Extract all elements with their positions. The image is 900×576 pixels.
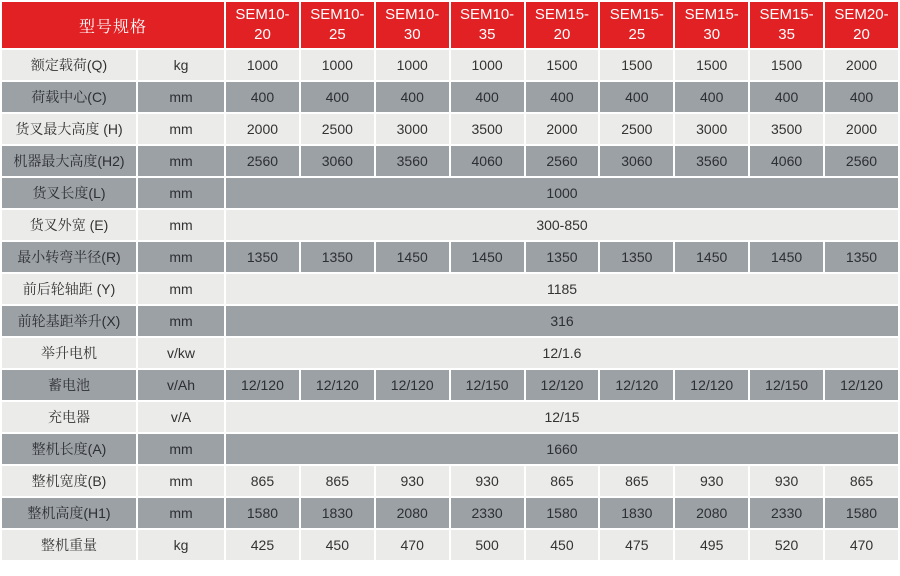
- spec-row: [2, 178, 898, 208]
- spec-value-cell: 1000: [451, 50, 524, 80]
- model-header-label: SEM15-20: [534, 5, 590, 43]
- spec-value-cell: 1450: [376, 242, 449, 272]
- spec-row-label: 前后轮轴距 (Y): [2, 274, 136, 304]
- spec-row: [2, 530, 898, 560]
- spec-row-unit: mm: [138, 434, 224, 464]
- header-row: [2, 2, 898, 48]
- spec-row-label: 整机重量: [2, 530, 136, 560]
- spec-value-cell: 2330: [750, 498, 823, 528]
- spec-value-cell: 495: [675, 530, 748, 560]
- spec-value-cell: 400: [750, 82, 823, 112]
- spec-merged-value-cell: 1000: [226, 178, 898, 208]
- model-header-label: SEM15-25: [609, 5, 664, 43]
- model-header-sem15-20: [526, 2, 599, 48]
- spec-value-cell: 12/120: [600, 370, 673, 400]
- spec-row-label: 最小转弯半径(R): [2, 242, 136, 272]
- spec-value-cell: 1830: [600, 498, 673, 528]
- spec-value-cell: 865: [526, 466, 599, 496]
- spec-value-cell: 1500: [675, 50, 748, 80]
- spec-value-cell: 3060: [301, 146, 374, 176]
- spec-value-cell: 3500: [750, 114, 823, 144]
- spec-table-body: [2, 50, 898, 560]
- spec-value-cell: 520: [750, 530, 823, 560]
- spec-value-cell: 2000: [825, 114, 898, 144]
- spec-value-cell: 4060: [451, 146, 524, 176]
- spec-value-cell: 400: [526, 82, 599, 112]
- spec-row-unit: v/A: [138, 402, 224, 432]
- spec-value-cell: 12/120: [376, 370, 449, 400]
- model-header-sem15-30: [675, 2, 748, 48]
- spec-row-unit: mm: [138, 242, 224, 272]
- model-header-label: SEM10-25: [310, 5, 365, 43]
- spec-row: [2, 274, 898, 304]
- model-header-sem10-35: [451, 2, 524, 48]
- spec-row-label: 整机长度(A): [2, 434, 136, 464]
- spec-value-cell: 2080: [376, 498, 449, 528]
- spec-value-cell: 1350: [301, 242, 374, 272]
- spec-value-cell: 2000: [526, 114, 599, 144]
- corner-header-model-spec: 型号规格: [2, 2, 224, 48]
- model-header-sem15-35: [750, 2, 823, 48]
- spec-table-header: [2, 2, 898, 48]
- spec-value-cell: 865: [301, 466, 374, 496]
- spec-value-cell: 1000: [376, 50, 449, 80]
- spec-row-unit: mm: [138, 82, 224, 112]
- spec-value-cell: 1500: [600, 50, 673, 80]
- spec-value-cell: 1450: [750, 242, 823, 272]
- model-header-sem10-20: [226, 2, 299, 48]
- spec-value-cell: 450: [526, 530, 599, 560]
- spec-row-unit: mm: [138, 210, 224, 240]
- spec-row-unit: mm: [138, 274, 224, 304]
- spec-row: [2, 338, 898, 368]
- spec-value-cell: 12/120: [226, 370, 299, 400]
- spec-row-label: 货叉外宽 (E): [2, 210, 136, 240]
- spec-value-cell: 400: [301, 82, 374, 112]
- spec-row-unit: mm: [138, 498, 224, 528]
- spec-row: [2, 146, 898, 176]
- spec-row-unit: mm: [138, 114, 224, 144]
- spec-row: [2, 82, 898, 112]
- model-header-label: SEM15-30: [684, 5, 739, 43]
- spec-value-cell: 3000: [675, 114, 748, 144]
- spec-value-cell: 2000: [825, 50, 898, 80]
- spec-merged-value-cell: 1185: [226, 274, 898, 304]
- spec-row-label: 机器最大高度(H2): [2, 146, 136, 176]
- spec-value-cell: 3560: [376, 146, 449, 176]
- spec-value-cell: 1000: [301, 50, 374, 80]
- model-header-label: SEM15-35: [759, 5, 814, 43]
- spec-value-cell: 12/150: [451, 370, 524, 400]
- spec-value-cell: 475: [600, 530, 673, 560]
- spec-value-cell: 400: [376, 82, 449, 112]
- spec-value-cell: 425: [226, 530, 299, 560]
- spec-value-cell: 12/120: [526, 370, 599, 400]
- spec-value-cell: 450: [301, 530, 374, 560]
- spec-value-cell: 1450: [451, 242, 524, 272]
- spec-value-cell: 3560: [675, 146, 748, 176]
- spec-row: [2, 370, 898, 400]
- spec-value-cell: 1580: [825, 498, 898, 528]
- spec-value-cell: 400: [825, 82, 898, 112]
- spec-row-label: 前轮基距举升(X): [2, 306, 136, 336]
- spec-row: [2, 402, 898, 432]
- spec-row-label: 整机高度(H1): [2, 498, 136, 528]
- spec-value-cell: 400: [675, 82, 748, 112]
- spec-row-label: 举升电机: [2, 338, 136, 368]
- spec-value-cell: 12/150: [750, 370, 823, 400]
- spec-row-label: 蓄电池: [2, 370, 136, 400]
- spec-value-cell: 1350: [600, 242, 673, 272]
- model-header-sem10-30: [376, 2, 449, 48]
- spec-value-cell: 1350: [825, 242, 898, 272]
- spec-value-cell: 930: [675, 466, 748, 496]
- spec-row-unit: v/kw: [138, 338, 224, 368]
- spec-value-cell: 470: [376, 530, 449, 560]
- spec-value-cell: 1580: [526, 498, 599, 528]
- model-header-sem15-25: [600, 2, 673, 48]
- spec-row-label: 荷载中心(C): [2, 82, 136, 112]
- spec-value-cell: 1000: [226, 50, 299, 80]
- spec-row: [2, 498, 898, 528]
- spec-row-unit: mm: [138, 466, 224, 496]
- spec-value-cell: 2560: [526, 146, 599, 176]
- spec-value-cell: 3000: [376, 114, 449, 144]
- spec-row: [2, 434, 898, 464]
- spec-value-cell: 470: [825, 530, 898, 560]
- spec-row: [2, 114, 898, 144]
- spec-merged-value-cell: 12/1.6: [226, 338, 898, 368]
- spec-row: [2, 306, 898, 336]
- spec-value-cell: 2560: [226, 146, 299, 176]
- spec-value-cell: 400: [451, 82, 524, 112]
- spec-value-cell: 12/120: [825, 370, 898, 400]
- model-header-sem20-20: [825, 2, 898, 48]
- spec-value-cell: 1500: [750, 50, 823, 80]
- spec-value-cell: 1350: [226, 242, 299, 272]
- spec-row: [2, 466, 898, 496]
- model-header-label: SEM10-30: [385, 5, 440, 43]
- spec-value-cell: 2000: [226, 114, 299, 144]
- spec-value-cell: 1830: [301, 498, 374, 528]
- spec-row-label: 整机宽度(B): [2, 466, 136, 496]
- spec-value-cell: 1580: [226, 498, 299, 528]
- model-header-label: SEM10-35: [459, 5, 515, 43]
- spec-value-cell: 930: [376, 466, 449, 496]
- spec-value-cell: 400: [226, 82, 299, 112]
- spec-value-cell: 2330: [451, 498, 524, 528]
- spec-value-cell: 400: [600, 82, 673, 112]
- spec-value-cell: 500: [451, 530, 524, 560]
- spec-value-cell: 930: [451, 466, 524, 496]
- spec-value-cell: 1500: [526, 50, 599, 80]
- spec-row-label: 充电器: [2, 402, 136, 432]
- spec-row-unit: mm: [138, 306, 224, 336]
- spec-row-label: 货叉长度(L): [2, 178, 136, 208]
- spec-value-cell: 930: [750, 466, 823, 496]
- spec-row-unit: mm: [138, 178, 224, 208]
- spec-value-cell: 3500: [451, 114, 524, 144]
- spec-merged-value-cell: 12/15: [226, 402, 898, 432]
- spec-row-unit: kg: [138, 530, 224, 560]
- spec-value-cell: 2500: [600, 114, 673, 144]
- spec-row: [2, 242, 898, 272]
- model-header-sem10-25: [301, 2, 374, 48]
- spec-value-cell: 2080: [675, 498, 748, 528]
- spec-merged-value-cell: 300-850: [226, 210, 898, 240]
- spec-value-cell: 12/120: [675, 370, 748, 400]
- spec-value-cell: 2500: [301, 114, 374, 144]
- spec-value-cell: 1450: [675, 242, 748, 272]
- spec-row: [2, 50, 898, 80]
- spec-row-unit: kg: [138, 50, 224, 80]
- spec-value-cell: 865: [600, 466, 673, 496]
- spec-value-cell: 1350: [526, 242, 599, 272]
- model-header-label: SEM20-20: [834, 5, 889, 43]
- spec-merged-value-cell: 316: [226, 306, 898, 336]
- spec-value-cell: 12/120: [301, 370, 374, 400]
- spec-value-cell: 2560: [825, 146, 898, 176]
- spec-value-cell: 865: [226, 466, 299, 496]
- spec-row-unit: mm: [138, 146, 224, 176]
- spec-merged-value-cell: 1660: [226, 434, 898, 464]
- spec-row-label: 货叉最大高度 (H): [2, 114, 136, 144]
- spec-value-cell: 865: [825, 466, 898, 496]
- spec-row-label: 额定载荷(Q): [2, 50, 136, 80]
- spec-row: [2, 210, 898, 240]
- model-header-label: SEM10-20: [235, 5, 290, 43]
- spec-value-cell: 3060: [600, 146, 673, 176]
- spec-value-cell: 4060: [750, 146, 823, 176]
- spec-row-unit: v/Ah: [138, 370, 224, 400]
